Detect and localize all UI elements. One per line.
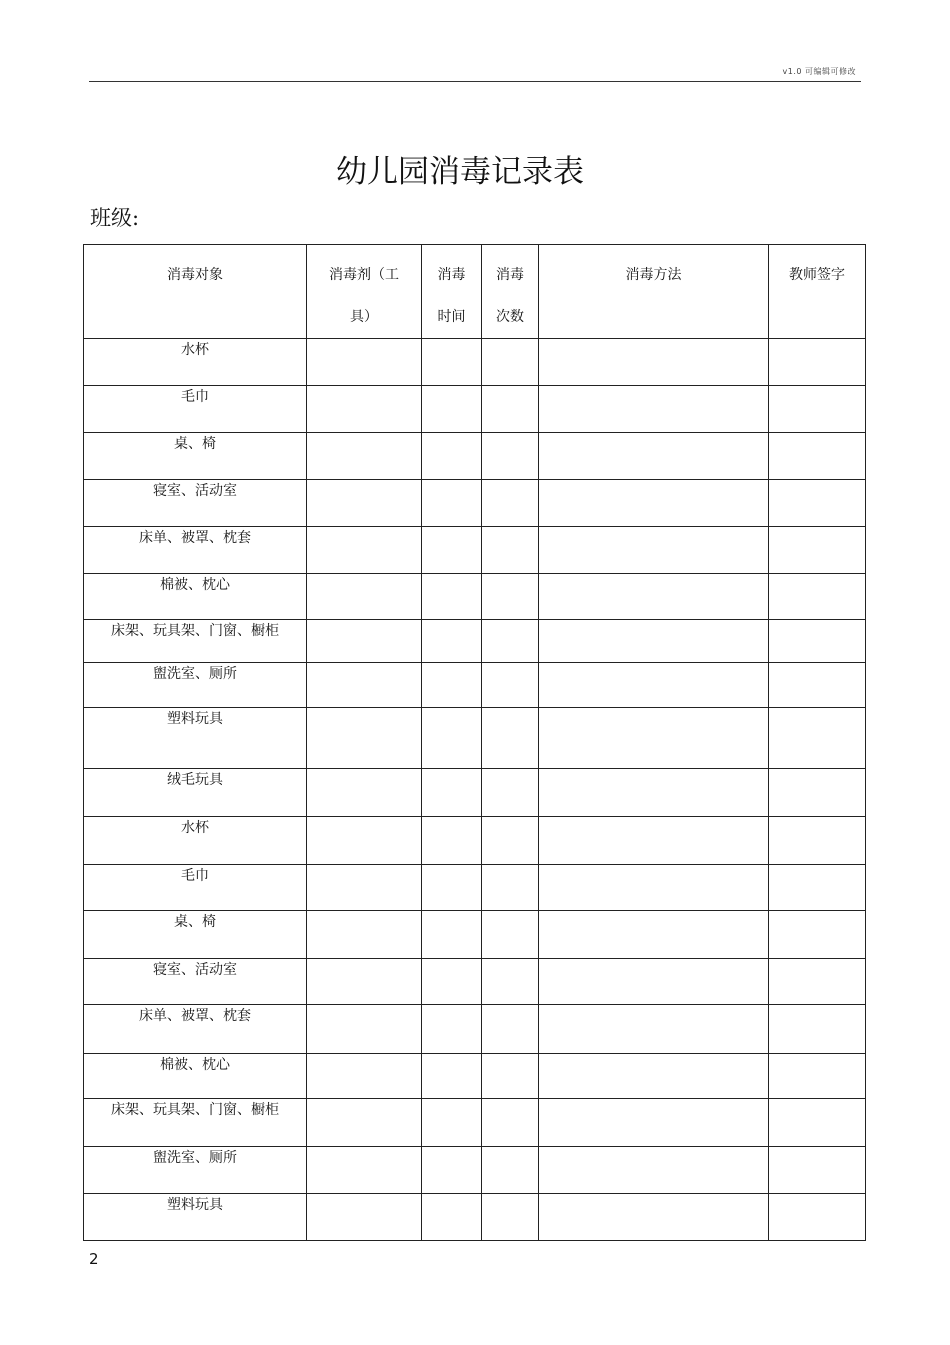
column-header-object: 消毒对象	[84, 245, 307, 339]
agent-cell[interactable]	[307, 1099, 422, 1147]
count-cell[interactable]	[482, 1147, 539, 1194]
agent-cell[interactable]	[307, 708, 422, 769]
signature-cell[interactable]	[769, 339, 866, 386]
method-cell[interactable]	[539, 574, 769, 620]
table-header-row	[84, 245, 866, 339]
signature-cell[interactable]	[769, 708, 866, 769]
table-row	[84, 959, 866, 1005]
count-cell[interactable]	[482, 620, 539, 663]
time-cell[interactable]	[422, 386, 482, 433]
signature-cell[interactable]	[769, 1194, 866, 1241]
count-cell[interactable]	[482, 708, 539, 769]
table-row	[84, 1054, 866, 1099]
time-cell[interactable]	[422, 1147, 482, 1194]
signature-cell[interactable]	[769, 1147, 866, 1194]
page-number: 2	[89, 1250, 99, 1268]
agent-cell[interactable]	[307, 769, 422, 817]
table-row	[84, 480, 866, 527]
signature-cell[interactable]	[769, 959, 866, 1005]
count-cell[interactable]	[482, 574, 539, 620]
signature-cell[interactable]	[769, 1005, 866, 1054]
agent-cell[interactable]	[307, 1147, 422, 1194]
agent-cell[interactable]	[307, 433, 422, 480]
time-cell[interactable]	[422, 1054, 482, 1099]
signature-cell[interactable]	[769, 911, 866, 959]
column-header-time: 消毒时间	[422, 245, 482, 339]
time-cell[interactable]	[422, 480, 482, 527]
disinfection-object-cell: 床单、被罩、枕套	[84, 1005, 307, 1054]
time-cell[interactable]	[422, 769, 482, 817]
column-header-method: 消毒方法	[539, 245, 769, 339]
disinfection-object-cell: 桌、椅	[84, 433, 307, 480]
time-cell[interactable]	[422, 911, 482, 959]
count-cell[interactable]	[482, 433, 539, 480]
agent-cell[interactable]	[307, 1194, 422, 1241]
disinfection-object-cell: 盥洗室、厕所	[84, 1147, 307, 1194]
method-cell[interactable]	[539, 911, 769, 959]
time-cell[interactable]	[422, 708, 482, 769]
table-row	[84, 574, 866, 620]
signature-cell[interactable]	[769, 480, 866, 527]
count-cell[interactable]	[482, 1099, 539, 1147]
time-cell[interactable]	[422, 1005, 482, 1054]
disinfection-object-cell: 水杯	[84, 339, 307, 386]
agent-cell[interactable]	[307, 959, 422, 1005]
time-cell[interactable]	[422, 865, 482, 911]
method-cell[interactable]	[539, 663, 769, 708]
method-cell[interactable]	[539, 386, 769, 433]
time-cell[interactable]	[422, 959, 482, 1005]
table-row	[84, 865, 866, 911]
disinfection-object-cell: 毛巾	[84, 386, 307, 433]
column-header-agent: 消毒剂（工具）	[307, 245, 422, 339]
agent-cell[interactable]	[307, 620, 422, 663]
agent-cell[interactable]	[307, 1005, 422, 1054]
agent-cell[interactable]	[307, 911, 422, 959]
agent-cell[interactable]	[307, 865, 422, 911]
disinfection-object-cell: 盥洗室、厕所	[84, 663, 307, 708]
signature-cell[interactable]	[769, 817, 866, 865]
disinfection-object-cell: 寝室、活动室	[84, 480, 307, 527]
count-cell[interactable]	[482, 1005, 539, 1054]
disinfection-object-cell: 床单、被罩、枕套	[84, 527, 307, 574]
table-row	[84, 386, 866, 433]
signature-cell[interactable]	[769, 527, 866, 574]
count-cell[interactable]	[482, 959, 539, 1005]
signature-cell[interactable]	[769, 865, 866, 911]
column-header-signature: 教师签字	[769, 245, 866, 339]
time-cell[interactable]	[422, 1194, 482, 1241]
disinfection-object-cell: 棉被、枕心	[84, 1054, 307, 1099]
agent-cell[interactable]	[307, 663, 422, 708]
table-row	[84, 911, 866, 959]
count-cell[interactable]	[482, 339, 539, 386]
count-cell[interactable]	[482, 386, 539, 433]
table-row	[84, 339, 866, 386]
time-cell[interactable]	[422, 574, 482, 620]
time-cell[interactable]	[422, 817, 482, 865]
method-cell[interactable]	[539, 1194, 769, 1241]
signature-cell[interactable]	[769, 386, 866, 433]
table-row	[84, 1147, 866, 1194]
table-row	[84, 663, 866, 708]
header-rule	[89, 81, 861, 82]
table-body	[84, 339, 866, 1241]
signature-cell[interactable]	[769, 433, 866, 480]
method-cell[interactable]	[539, 865, 769, 911]
agent-cell[interactable]	[307, 339, 422, 386]
count-cell[interactable]	[482, 1194, 539, 1241]
method-cell[interactable]	[539, 817, 769, 865]
time-cell[interactable]	[422, 620, 482, 663]
disinfection-object-cell: 寝室、活动室	[84, 959, 307, 1005]
agent-cell[interactable]	[307, 1054, 422, 1099]
column-header-count: 消毒次数	[482, 245, 539, 339]
time-cell[interactable]	[422, 1099, 482, 1147]
method-cell[interactable]	[539, 527, 769, 574]
table-row	[84, 817, 866, 865]
method-cell[interactable]	[539, 708, 769, 769]
table-row	[84, 708, 866, 769]
table-row	[84, 1194, 866, 1241]
agent-cell[interactable]	[307, 386, 422, 433]
disinfection-object-cell: 绒毛玩具	[84, 769, 307, 817]
method-cell[interactable]	[539, 1099, 769, 1147]
table-row	[84, 433, 866, 480]
disinfection-object-cell: 床架、玩具架、门窗、橱柜	[84, 1099, 307, 1147]
count-cell[interactable]	[482, 769, 539, 817]
table-row	[84, 1099, 866, 1147]
table-row	[84, 620, 866, 663]
time-cell[interactable]	[422, 339, 482, 386]
signature-cell[interactable]	[769, 574, 866, 620]
agent-cell[interactable]	[307, 817, 422, 865]
disinfection-object-cell: 水杯	[84, 817, 307, 865]
table-row	[84, 1005, 866, 1054]
class-label: 班级:	[90, 206, 140, 230]
time-cell[interactable]	[422, 433, 482, 480]
count-cell[interactable]	[482, 527, 539, 574]
header-version-note: v1.0 可编辑可修改	[782, 67, 856, 76]
table-row	[84, 769, 866, 817]
document-title: 幼儿园消毒记录表	[336, 154, 584, 190]
disinfection-object-cell: 塑料玩具	[84, 708, 307, 769]
agent-cell[interactable]	[307, 574, 422, 620]
time-cell[interactable]	[422, 663, 482, 708]
disinfection-object-cell: 床架、玩具架、门窗、橱柜	[84, 620, 307, 663]
count-cell[interactable]	[482, 817, 539, 865]
signature-cell[interactable]	[769, 769, 866, 817]
method-cell[interactable]	[539, 1147, 769, 1194]
disinfection-object-cell: 毛巾	[84, 865, 307, 911]
agent-cell[interactable]	[307, 527, 422, 574]
signature-cell[interactable]	[769, 1054, 866, 1099]
count-cell[interactable]	[482, 663, 539, 708]
method-cell[interactable]	[539, 339, 769, 386]
count-cell[interactable]	[482, 911, 539, 959]
agent-cell[interactable]	[307, 480, 422, 527]
method-cell[interactable]	[539, 433, 769, 480]
method-cell[interactable]	[539, 620, 769, 663]
disinfection-object-cell: 桌、椅	[84, 911, 307, 959]
count-cell[interactable]	[482, 1054, 539, 1099]
method-cell[interactable]	[539, 1054, 769, 1099]
method-cell[interactable]	[539, 959, 769, 1005]
signature-cell[interactable]	[769, 663, 866, 708]
signature-cell[interactable]	[769, 1099, 866, 1147]
method-cell[interactable]	[539, 769, 769, 817]
disinfection-object-cell: 塑料玩具	[84, 1194, 307, 1241]
time-cell[interactable]	[422, 527, 482, 574]
method-cell[interactable]	[539, 1005, 769, 1054]
signature-cell[interactable]	[769, 620, 866, 663]
disinfection-record-table	[83, 244, 866, 1241]
table-row	[84, 527, 866, 574]
count-cell[interactable]	[482, 865, 539, 911]
method-cell[interactable]	[539, 480, 769, 527]
disinfection-object-cell: 棉被、枕心	[84, 574, 307, 620]
count-cell[interactable]	[482, 480, 539, 527]
